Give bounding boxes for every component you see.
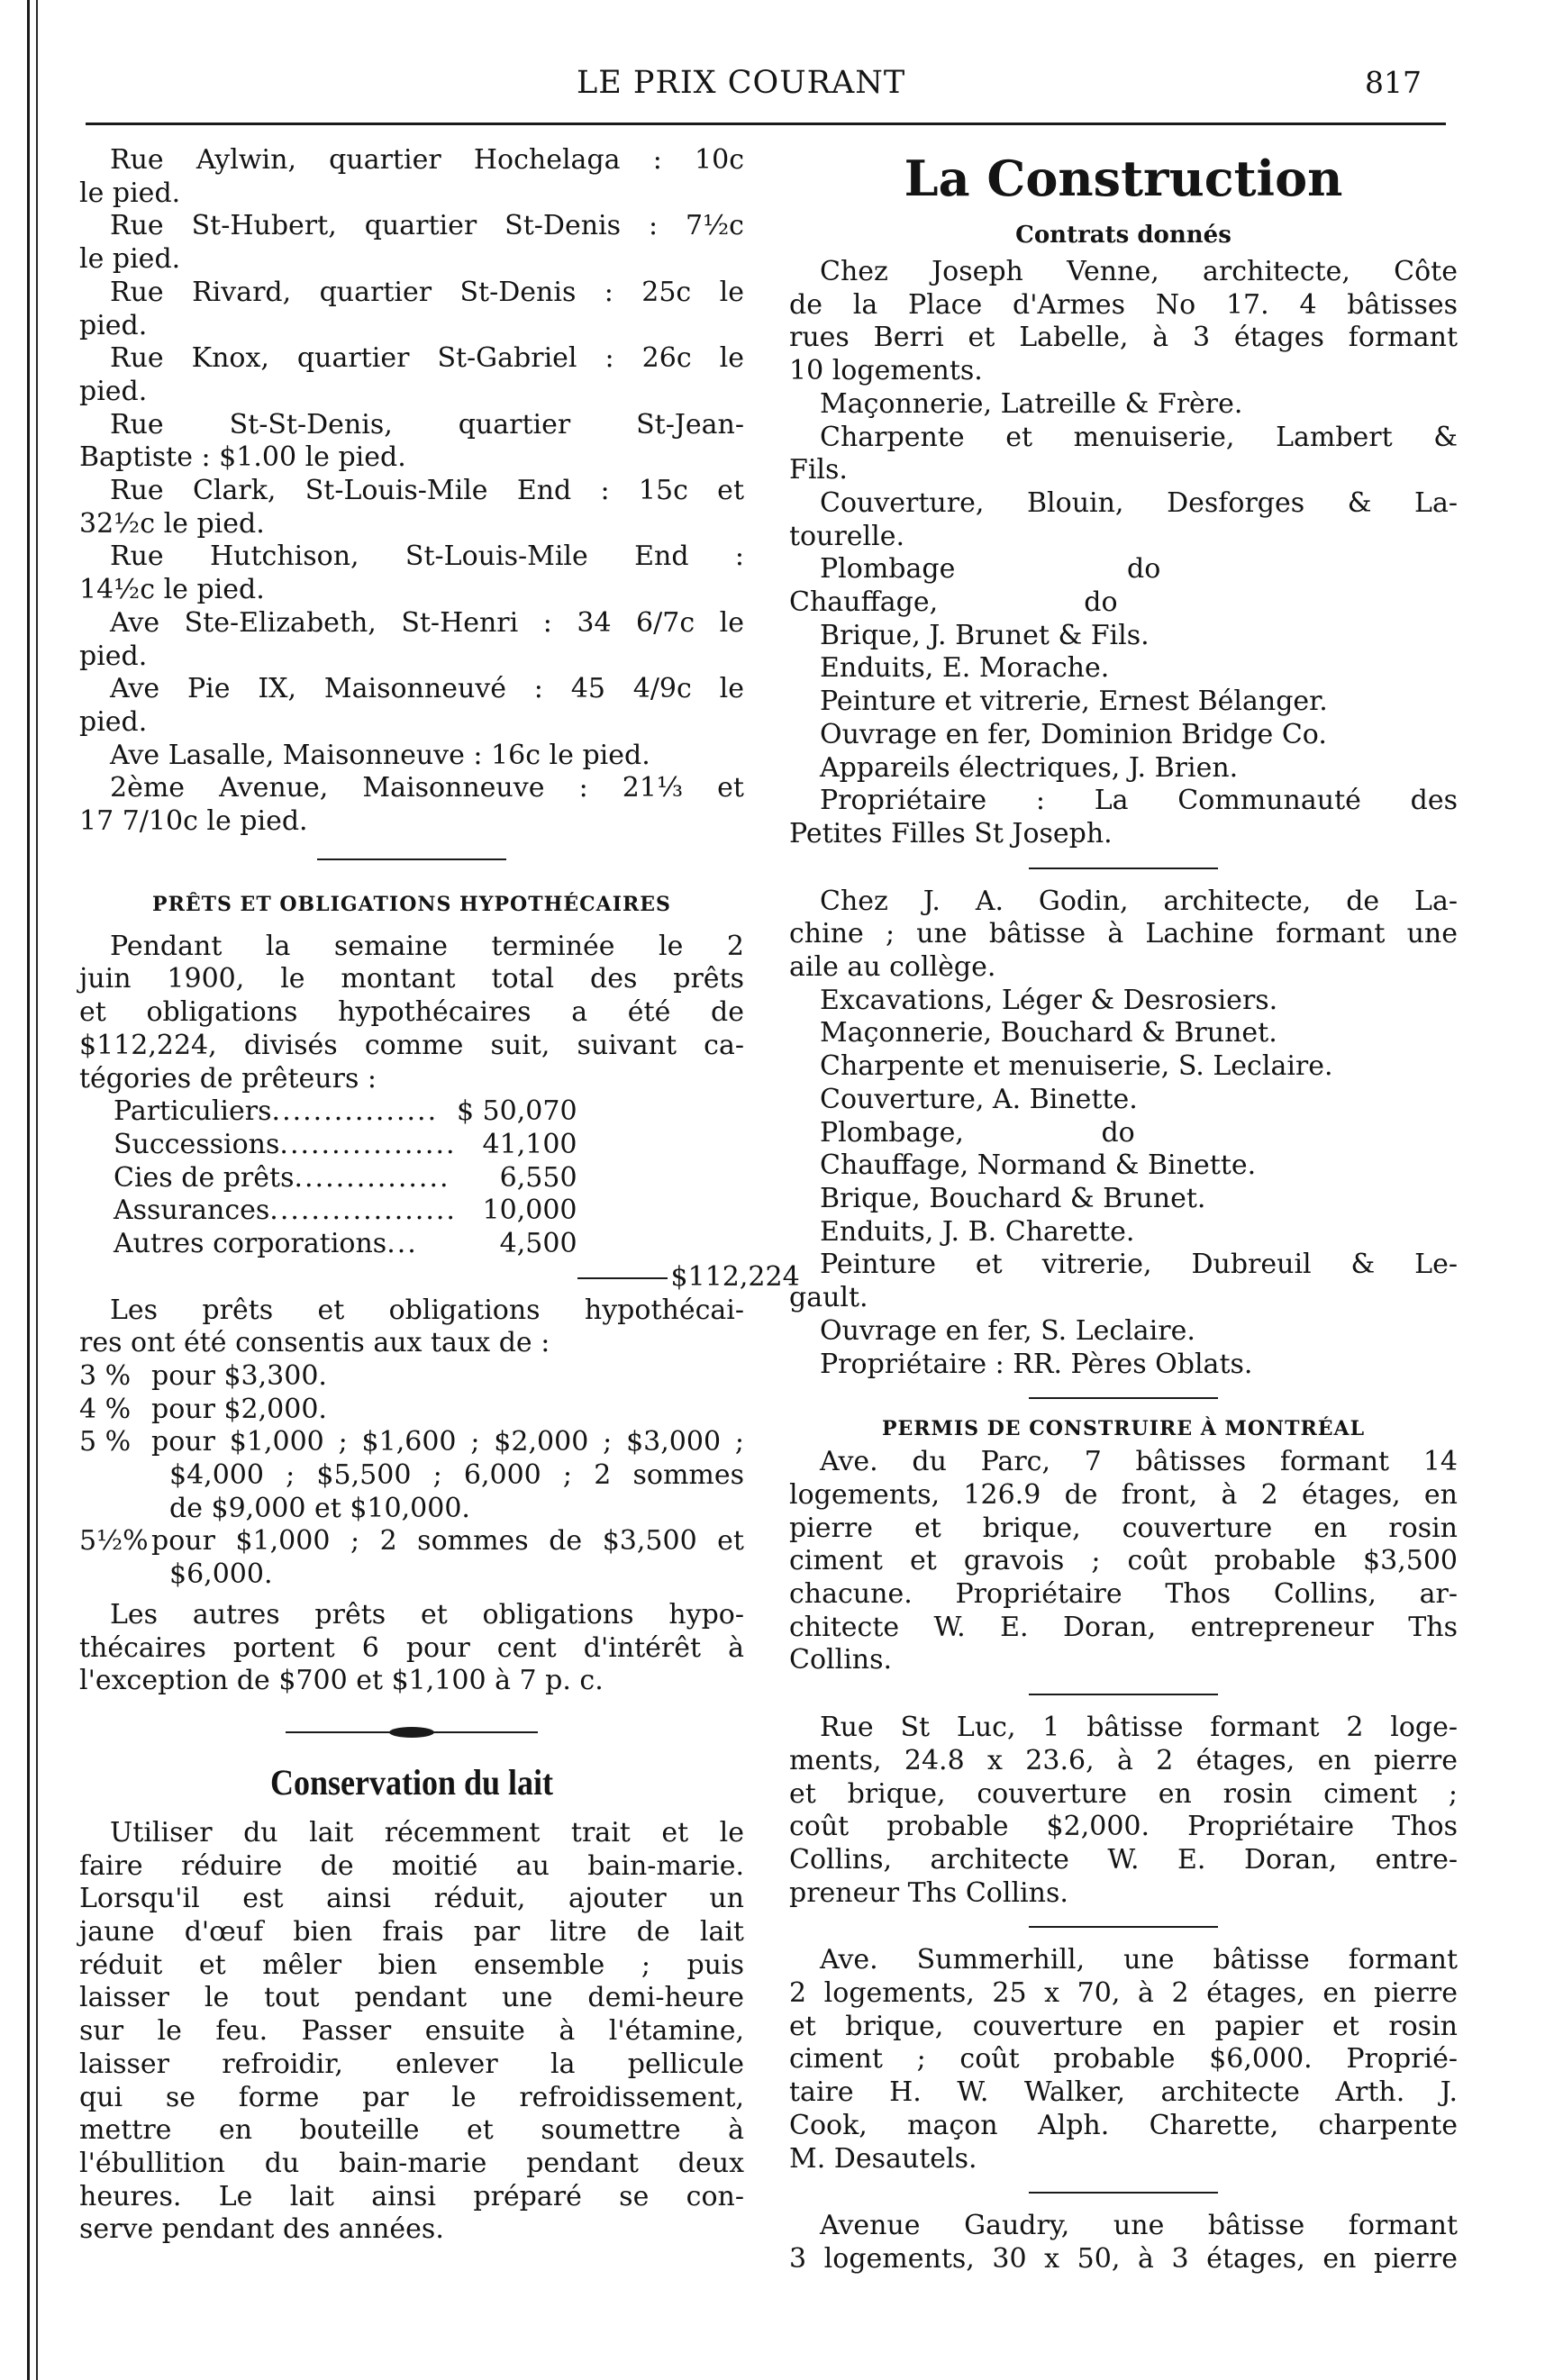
- loans-row-label-cell: [114, 1095, 457, 1129]
- price-line: Rue St-St-Denis, quartier St-Jean-: [110, 408, 744, 441]
- left-column: [79, 144, 800, 2247]
- text-line: jaune d'œuf bien frais par litre de lait: [79, 1916, 744, 1949]
- text-line: l'ébullition du bain-marie pendant deux: [79, 2147, 744, 2179]
- text-line: Les autres prêts et obligations hypo-: [110, 1598, 744, 1631]
- rate-entry: [79, 1525, 744, 1591]
- text-line: Peinture et vitrerie, Ernest Bélanger.: [820, 686, 1328, 718]
- rate-entry: [79, 1360, 744, 1394]
- text-line: Charpente et menuiserie, Lambert &: [820, 421, 1458, 453]
- rate-line: pour $1,000 ; $1,600 ; $2,000 ; $3,000 ;: [151, 1426, 744, 1458]
- text-line: Collins.: [789, 1644, 893, 1676]
- text-line: Maçonnerie, Latreille & Frère.: [820, 387, 1243, 420]
- text-line: aile au collège.: [789, 951, 996, 984]
- loans-row: [114, 1129, 800, 1162]
- leader-dots: ...............: [294, 1161, 450, 1194]
- text-line: Brique, J. Brunet & Fils.: [820, 619, 1150, 651]
- text-line: Plombage, do: [820, 1116, 1135, 1149]
- text-line: ments, 24.8 x 23.6, à 2 étages, en pierre: [789, 1744, 1458, 1776]
- text-line: 3 logements, 30 x 50, à 3 étages, en pierre: [789, 2242, 1458, 2275]
- text-line: Couverture, A. Binette.: [820, 1083, 1138, 1115]
- text-line: Excavations, Léger & Desrosiers.: [820, 984, 1278, 1016]
- loans-section-title: PRÊTS ET OBLIGATIONS HYPOTHÉCAIRES: [152, 892, 671, 916]
- text-line: Appareils électriques, J. Brien.: [820, 751, 1239, 784]
- text-line: res ont été consentis aux taux de :: [79, 1327, 550, 1359]
- left-margin-rule-inner: [36, 0, 38, 2380]
- loans-row: [114, 1162, 800, 1195]
- text-line: Ouvrage en fer, S. Leclaire.: [820, 1314, 1195, 1347]
- text-line: Propriétaire : RR. Pères Oblats.: [820, 1348, 1253, 1380]
- text-line: Chez J. A. Godin, architecte, de La-: [820, 885, 1458, 917]
- lender-category: Cies de prêts: [114, 1161, 295, 1194]
- price-line-cont: le pied.: [79, 177, 181, 209]
- section-separator: [1029, 1397, 1218, 1399]
- price-line-cont: pied.: [79, 309, 148, 341]
- text-line: laisser le tout pendant une demi-heure: [79, 1982, 744, 2014]
- text-line: heures. Le lait ainsi préparé se con-: [79, 2180, 744, 2212]
- text-line: rues Berri et Labelle, à 3 étages formant: [789, 322, 1458, 354]
- text-line: chine ; une bâtisse à Lachine formant une: [789, 918, 1458, 950]
- ornament-separator: [286, 1725, 538, 1740]
- loan-amount: 41,100: [482, 1128, 577, 1160]
- text-line: 2 logements, 25 x 70, à 2 étages, en pierre: [789, 1977, 1458, 2010]
- milk-article-title: Conservation du lait: [269, 1761, 554, 1803]
- rates-outro-paragraph: [79, 1599, 744, 1698]
- text-line: serve pendant des années.: [79, 2213, 444, 2246]
- text-line: Chauffage, Normand & Binette.: [820, 1149, 1257, 1182]
- price-line: Rue Knox, quartier St-Gabriel : 26c le: [110, 342, 744, 375]
- rate-percent: 4 %: [79, 1393, 132, 1425]
- text-line: Pendant la semaine terminée le 2: [110, 930, 744, 962]
- rate-entry: [79, 1394, 744, 1427]
- price-line-cont: 32½c le pied.: [79, 507, 265, 540]
- loans-row-label-cell: [114, 1129, 457, 1162]
- lender-category: Particuliers: [114, 1095, 272, 1128]
- permit-block-rue-st-luc: [789, 1712, 1458, 1910]
- text-line: qui se forme par le refroidissement,: [79, 2081, 744, 2113]
- text-line: tourelle.: [789, 520, 905, 552]
- running-header-title: LE PRIX COURANT: [577, 65, 906, 101]
- text-line: $112,224, divisés comme suit, suivant ca-: [79, 1029, 744, 1061]
- page-number: 817: [1365, 65, 1422, 100]
- text-line: Cook, maçon Alph. Charette, charpente: [789, 2109, 1458, 2141]
- loans-row: [114, 1095, 800, 1129]
- text-line: ciment et gravois ; coût probable $3,500: [789, 1545, 1458, 1577]
- text-line: Utiliser du lait récemment trait et le: [110, 1816, 744, 1849]
- text-line: Brique, Bouchard & Brunet.: [820, 1182, 1206, 1214]
- permit-block-ave-summerhill: [789, 1944, 1458, 2176]
- text-line: et brique, couverture en papier et rosin: [789, 2010, 1458, 2042]
- price-line-cont: Baptiste : $1.00 le pied.: [79, 441, 406, 474]
- text-line: Ouvrage en fer, Dominion Bridge Co.: [820, 718, 1327, 750]
- price-line: 2ème Avenue, Maisonneuve : 21⅓ et: [110, 772, 744, 804]
- permit-block-avenue-gaudry: [789, 2210, 1458, 2276]
- price-line-cont: pied.: [79, 375, 148, 407]
- text-line: chacune. Propriétaire Thos Collins, ar-: [789, 1578, 1458, 1611]
- text-line: et obligations hypothécaires a été de: [79, 996, 744, 1029]
- price-line: Rue St-Hubert, quartier St-Denis : 7½c: [110, 210, 744, 242]
- text-line: mettre en bouteille et soumettre à: [79, 2114, 744, 2147]
- contract-block-venne: [789, 256, 1458, 851]
- text-line: Lorsqu'il est ainsi réduit, ajouter un: [79, 1883, 744, 1915]
- loans-row-label-cell: [114, 1162, 457, 1195]
- loans-row: [114, 1195, 800, 1228]
- rate-percent: 5 %: [79, 1426, 132, 1458]
- text-line: Plombage do: [820, 553, 1161, 586]
- text-line: tégories de prêteurs :: [79, 1062, 377, 1095]
- price-line: Rue Rivard, quartier St-Denis : 25c le: [110, 276, 744, 308]
- loans-empty-cell: [577, 1095, 800, 1129]
- text-line: faire réduire de moitié au bain-marie.: [79, 1849, 744, 1882]
- loans-empty-cell: [577, 1162, 800, 1195]
- loans-table: [114, 1095, 800, 1294]
- contract-block-godin: [789, 886, 1458, 1382]
- loans-intro-paragraph: [79, 931, 744, 1096]
- price-line: Rue Clark, St-Louis-Mile End : 15c et: [110, 475, 744, 507]
- text-line: Ave. Summerhill, une bâtisse formant: [820, 1944, 1458, 1976]
- text-line: Ave. du Parc, 7 bâtisses formant 14: [820, 1446, 1458, 1478]
- loans-empty-cell: [577, 1129, 800, 1162]
- rate-percent: 3 %: [79, 1359, 132, 1392]
- text-line: juin 1900, le montant total des prêts: [79, 963, 744, 995]
- price-line-cont: le pied.: [79, 243, 181, 276]
- rate-amounts: [151, 1394, 744, 1427]
- construction-title: La Construction: [904, 150, 1343, 207]
- text-line: l'exception de $700 et $1,100 à 7 p. c.: [79, 1665, 604, 1697]
- text-line: Propriétaire : La Communauté des: [820, 785, 1458, 817]
- loan-amount: 4,500: [499, 1228, 577, 1260]
- loans-empty-cell: [577, 1195, 800, 1228]
- left-margin-rule: [27, 0, 30, 2380]
- leader-dots: ..................: [269, 1195, 457, 1227]
- rate-line: pour $3,300.: [151, 1359, 327, 1392]
- text-line: sur le feu. Passer ensuite à l'étamine,: [79, 2015, 744, 2048]
- leader-dots: ...: [386, 1228, 418, 1260]
- text-line: Fils.: [789, 454, 848, 486]
- price-line-cont: pied.: [79, 640, 148, 672]
- text-line: chitecte W. E. Doran, entrepreneur Ths: [789, 1611, 1458, 1643]
- leader-dots: ................: [271, 1095, 439, 1128]
- leader-dots: .................: [279, 1128, 457, 1160]
- text-line: Couverture, Blouin, Desforges & La-: [820, 486, 1458, 519]
- section-separator: [1029, 1926, 1218, 1928]
- price-line: Rue Aylwin, quartier Hochelaga : 10c: [110, 144, 744, 176]
- text-line: Enduits, E. Morache.: [820, 652, 1110, 685]
- text-line: M. Desautels.: [789, 2142, 977, 2175]
- loans-row: [114, 1228, 800, 1261]
- rate-line: $6,000.: [169, 1558, 273, 1591]
- text-line: Maçonnerie, Bouchard & Brunet.: [820, 1017, 1277, 1049]
- rates-intro-paragraph: [79, 1294, 744, 1360]
- rate-amounts: [151, 1426, 744, 1525]
- text-line: 10 logements.: [789, 355, 983, 387]
- section-separator: [1029, 868, 1218, 869]
- lender-category: Autres corporations: [114, 1228, 387, 1260]
- text-line: Charpente et menuiserie, S. Leclaire.: [820, 1050, 1333, 1083]
- text-line: Enduits, J. B. Charette.: [820, 1215, 1135, 1248]
- right-column: [789, 144, 1458, 2276]
- price-line-cont: 14½c le pied.: [79, 574, 265, 606]
- rate-amounts: [151, 1360, 744, 1394]
- text-line: de la Place d'Armes No 17. 4 bâtisses: [789, 288, 1458, 321]
- text-line: Peinture et vitrerie, Dubreuil & Le-: [820, 1249, 1458, 1281]
- rate-amounts: [151, 1525, 744, 1591]
- text-line: réduit et mêler bien ensemble ; puis: [79, 1949, 744, 1981]
- text-line: Chauffage, do: [789, 586, 1118, 619]
- rate-percent: 5½%: [79, 1525, 149, 1558]
- permits-section-title: PERMIS DE CONSTRUIRE À MONTRÉAL: [881, 1417, 1366, 1441]
- permit-block-ave-du-parc: [789, 1446, 1458, 1677]
- text-line: Les prêts et obligations hypothécai-: [110, 1294, 744, 1326]
- milk-article-text: [79, 1817, 744, 2247]
- loans-row-label-cell: [114, 1195, 457, 1228]
- text-line: taire H. W. Walker, architecte Arth. J.: [789, 2076, 1458, 2109]
- price-line: Ave Ste-Elizabeth, St-Henri : 34 6/7c le: [110, 606, 744, 639]
- text-line: Collins, architecte W. E. Doran, entre-: [789, 1843, 1458, 1876]
- text-line: Chez Joseph Venne, architecte, Côte: [820, 256, 1458, 287]
- price-line-cont: 17 7/10c le pied.: [79, 805, 308, 838]
- text-line: Rue St Luc, 1 bâtisse formant 2 loge-: [820, 1712, 1458, 1744]
- rates-list: [79, 1360, 744, 1592]
- loans-total-row: [114, 1261, 800, 1294]
- section-separator: [1029, 2192, 1218, 2194]
- header-rule: [86, 123, 1446, 125]
- lender-category: Assurances: [114, 1195, 270, 1227]
- loan-amount: 10,000: [482, 1195, 577, 1227]
- price-line: Ave Pie IX, Maisonneuvé : 45 4/9c le: [110, 673, 744, 705]
- text-line: Avenue Gaudry, une bâtisse formant: [820, 2210, 1458, 2242]
- text-line: preneur Ths Collins.: [789, 1876, 1068, 1909]
- loan-amount: 6,550: [499, 1161, 577, 1194]
- text-line: et brique, couverture en rosin ciment ;: [789, 1777, 1458, 1810]
- section-separator: [317, 858, 506, 860]
- text-line: laisser refroidir, enlever la pellicule: [79, 2048, 744, 2080]
- lender-category: Successions: [114, 1128, 280, 1160]
- loans-empty-cell: [577, 1228, 800, 1261]
- loans-row-label-cell: [114, 1228, 457, 1261]
- price-line-cont: pied.: [79, 705, 148, 738]
- total-rule: [577, 1277, 668, 1279]
- rate-entry: [79, 1426, 744, 1525]
- contracts-subtitle: Contrats donnés: [1015, 222, 1231, 249]
- rate-line: de $9,000 et $10,000.: [169, 1492, 470, 1524]
- text-line: thécaires portent 6 pour cent d'intérêt à: [79, 1631, 744, 1664]
- text-line: Petites Filles St Joseph.: [789, 817, 1113, 849]
- land-prices-list: [79, 144, 744, 839]
- rate-line: $4,000 ; $5,500 ; 6,000 ; 2 sommes: [169, 1459, 744, 1492]
- price-line: Ave Lasalle, Maisonneuve : 16c le pied.: [110, 739, 650, 771]
- rate-line: pour $1,000 ; 2 sommes de $3,500 et: [151, 1525, 744, 1558]
- loans-total: $112,224: [670, 1260, 800, 1293]
- text-line: ciment ; coût probable $6,000. Proprié-: [789, 2043, 1458, 2076]
- section-separator: [1029, 1694, 1218, 1695]
- rate-line: pour $2,000.: [151, 1393, 327, 1425]
- loan-amount: $ 50,070: [456, 1095, 577, 1128]
- text-line: gault.: [789, 1282, 868, 1314]
- price-line: Rue Hutchison, St-Louis-Mile End :: [110, 540, 744, 573]
- text-line: coût probable $2,000. Propriétaire Thos: [789, 1811, 1458, 1843]
- text-line: pierre et brique, couverture en rosin: [789, 1512, 1458, 1544]
- text-line: logements, 126.9 de front, à 2 étages, en: [789, 1478, 1458, 1511]
